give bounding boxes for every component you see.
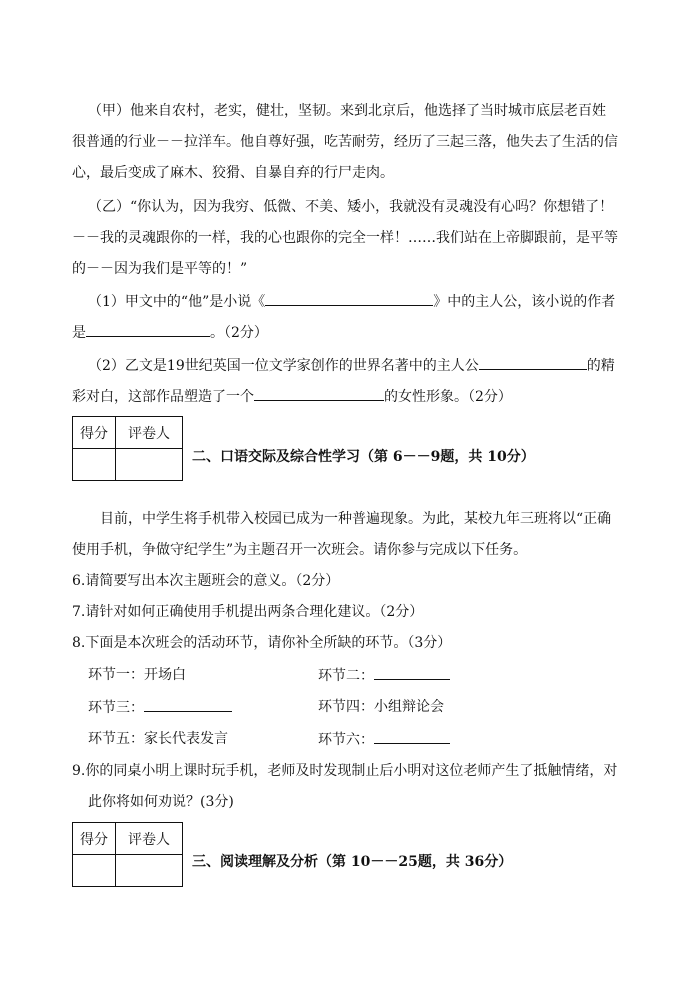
question-7: 7.请针对如何正确使用手机提出两条合理化建议。（2分） xyxy=(72,604,424,620)
question-2-line-2 xyxy=(72,385,512,406)
section-2-intro-line-2: 使用手机，争做守纪学生”为主题召开一次班会。请你参与完成以下任务。 xyxy=(72,542,528,558)
question-8: 8.下面是本次班会的活动环节，请你补全所缺的环节。（3分） xyxy=(72,635,452,651)
novel-title-blank[interactable] xyxy=(265,290,433,306)
passage-jia-line-3: 心，最后变成了麻木、狡猾、自暴自弃的行尸走肉。 xyxy=(72,165,394,181)
passage-yi-line-3: 的－－因为我们是平等的！” xyxy=(72,261,248,277)
step-3-blank[interactable] xyxy=(144,696,232,712)
step-3 xyxy=(88,696,232,717)
passage-jia-line-1: （甲）他来自农村，老实，健壮，坚韧。来到北京后，他选择了当时城市底层老百姓 xyxy=(88,103,606,119)
question-2-suffix: 的女性形象。（2分） xyxy=(384,389,512,405)
section-3-title: 三、阅读理解及分析（第 10－－25题，共 36分） xyxy=(192,854,513,870)
score-header: 得分 xyxy=(73,417,116,449)
score-header: 得分 xyxy=(73,823,116,855)
question-1-line2-prefix: 是 xyxy=(72,325,86,341)
score-table-section-2 xyxy=(72,416,183,481)
question-1-mid: 》中的主人公，该小说的作者 xyxy=(433,294,616,310)
score-cell[interactable] xyxy=(73,449,116,481)
grader-header: 评卷人 xyxy=(116,823,183,855)
step-5: 环节五：家长代表发言 xyxy=(88,731,228,747)
passage-jia-line-2: 很普通的行业－－拉洋车。他自尊好强，吃苦耐劳，经历了三起三落，他失去了生活的信 xyxy=(72,134,618,150)
female-image-blank[interactable] xyxy=(254,385,384,401)
grader-header: 评卷人 xyxy=(116,417,183,449)
question-9-line-2: 此你将如何劝说？(3分) xyxy=(88,794,234,810)
step-4: 环节四：小组辩论会 xyxy=(318,699,444,715)
step-6 xyxy=(318,728,450,749)
question-1-line-1 xyxy=(88,290,615,311)
author-blank[interactable] xyxy=(86,321,210,337)
section-2-title: 二、口语交际及综合性学习（第 6－－9题，共 10分） xyxy=(192,449,535,465)
grader-cell[interactable] xyxy=(116,449,183,481)
step-1: 环节一：开场白 xyxy=(88,667,186,683)
grader-cell[interactable] xyxy=(116,855,183,887)
question-1-prefix: （1）甲文中的“他”是小说《 xyxy=(88,294,266,310)
passage-yi-line-2: －－我的灵魂跟你的一样，我的心也跟你的完全一样！……我们站在上帝脚跟前，是平等 xyxy=(72,230,618,246)
question-1-suffix: 。（2分） xyxy=(210,325,268,341)
question-6: 6.请简要写出本次主题班会的意义。（2分） xyxy=(72,573,340,589)
question-2-line-1 xyxy=(88,354,615,375)
section-2-intro-line-1: 目前，中学生将手机带入校园已成为一种普遍现象。为此，某校九年三班将以“正确 xyxy=(100,511,612,527)
question-2-mid: 的精 xyxy=(586,358,615,374)
question-1-line-2 xyxy=(72,321,268,342)
question-9-line-1: 9.你的同桌小明上课时玩手机，老师及时发现制止后小明对这位老师产生了抵触情绪，对 xyxy=(72,763,618,779)
step-2-blank[interactable] xyxy=(374,664,450,680)
question-2-line2-prefix: 彩对白，这部作品塑造了一个 xyxy=(72,389,254,405)
step-6-label: 环节六： xyxy=(318,732,374,748)
passage-yi-line-1: （乙）“你认为，因为我穷、低微、不美、矮小，我就没有灵魂没有心吗？你想错了！ xyxy=(88,199,614,215)
score-table-section-3 xyxy=(72,822,183,887)
question-2-prefix: （2）乙文是19世纪英国一位文学家创作的世界名著中的主人公 xyxy=(88,358,479,374)
step-2 xyxy=(318,664,450,685)
protagonist-blank[interactable] xyxy=(479,354,587,370)
step-3-label: 环节三： xyxy=(88,700,144,716)
score-cell[interactable] xyxy=(73,855,116,887)
step-2-label: 环节二： xyxy=(318,668,374,684)
step-6-blank[interactable] xyxy=(374,728,450,744)
